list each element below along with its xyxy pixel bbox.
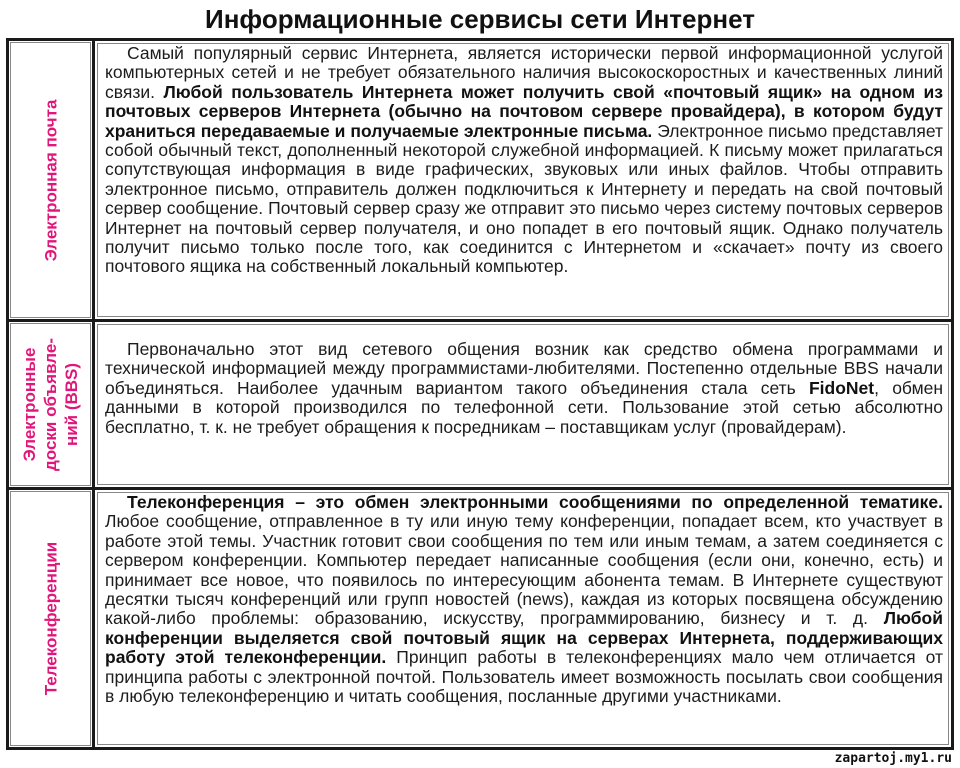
paragraph-segment-bold: FidoNet [808, 377, 875, 398]
row-label-line: Электронные [20, 347, 40, 462]
row-label-line: ний (BBS) [62, 362, 82, 447]
row-label-text [19, 338, 82, 471]
paragraph-segment-bold: Любой конференции выделяется свой почтовый ящик на серверах Интернета, поддерживающих работу этой телеконференции. [105, 608, 943, 668]
row-text-teleconferences [95, 490, 951, 747]
paragraph-segment: Первоначально этот вид сетевого общения возник как средство обмена программами и технической информацией между программистами-любителями. Постепенно отдельные BBS начали объединяться. Наиболее удачным вариантом такого объединения стала сеть [105, 339, 943, 398]
row-paragraph [105, 44, 943, 277]
watermark-text: zapartoj.my1.ru [834, 751, 952, 766]
paragraph-segment-bold: Любой пользователь Интернета может получить свой «почтовый ящик» на одном из почтовых серверов Интернета (обычно на почтовом сервере провайдера), в котором будут храниться передаваемые и получаемые электронные письма. [105, 81, 943, 141]
row-text-bbs [95, 322, 951, 490]
paragraph-segment: Самый популярный сервис Интернета, является исторически первой информационной услугой компьютерных сетей и не требует обязательного наличия высокоскоростных и качественных линий связи. [105, 43, 943, 102]
row-label-text [40, 99, 61, 261]
row-text-email [95, 41, 951, 322]
paragraph-segment: Любое сообщение, отправленное в ту или иную тему конференции, попадает всем, кто участвует в работе этой темы. Участник готовит свои сообщения по тем или иным темам, а затем соединяется с сервером конференции. Компьютер передает написанные сообщения (если они, конечно, есть) и принимает все новое, что появилось по интересующим абонента темам. В Интернете существуют десятки тысяч конференций или групп новостей (news), каждая из которых посвящена обсуждению какой-либо проблемы: образованию, искусству, программированию, бизнесу и т. д. [105, 511, 943, 629]
row-label-teleconferences [9, 490, 95, 747]
services-table [6, 38, 954, 750]
paragraph-segment: , обмен данными в которой производился по телефонной сети. Пользование этой сетью абсолютно бесплатно, т. к. не требует обращения к посредникам – поставщикам услуг (провайдерам). [105, 377, 943, 437]
paragraph-segment: Электронное письмо представляет собой обычный текст, дополненный некоторой служебной информацией. К письму может прилагаться сопутствующая информация в виде графических, звуковых или иных файлов. Чтобы отправить электронное письмо, отправитель должен подключиться к Интернету и передать на свой почтовый сервер сообщение. Почтовый сервер сразу же отправит это письмо через систему почтовых серверов Интернет на почтовый сервер получателя, и оно попадет в его почтовый ящик. Однако получатель получит письмо только после того, как соединится с Интернетом и «скачает» почту из своего почтового ящика на собственный локальный компьютер. [105, 120, 943, 277]
page-title: Информационные сервисы сети Интернет [205, 4, 755, 34]
row-label-line: Электронная почта [41, 99, 61, 261]
row-label-line: Телеконференции [41, 541, 60, 696]
row-label-bbs [9, 322, 95, 490]
paragraph-segment: Принцип работы в телеконференциях мало чем отличается от принципа работы с электронной почтой. Пользователь имеет возможность посылать свои сообщения в любую телеконференцию и читать сообщения, посланные другими участниками. [105, 647, 944, 707]
row-paragraph [105, 340, 943, 437]
row-label-line: доски объявле- [41, 338, 61, 471]
row-label-email [9, 41, 95, 322]
paragraph-segment-bold: Телеконференция – это обмен электронными сообщениями по определенной тематике. [127, 492, 943, 512]
row-label-text [40, 542, 61, 696]
row-paragraph [105, 493, 943, 706]
